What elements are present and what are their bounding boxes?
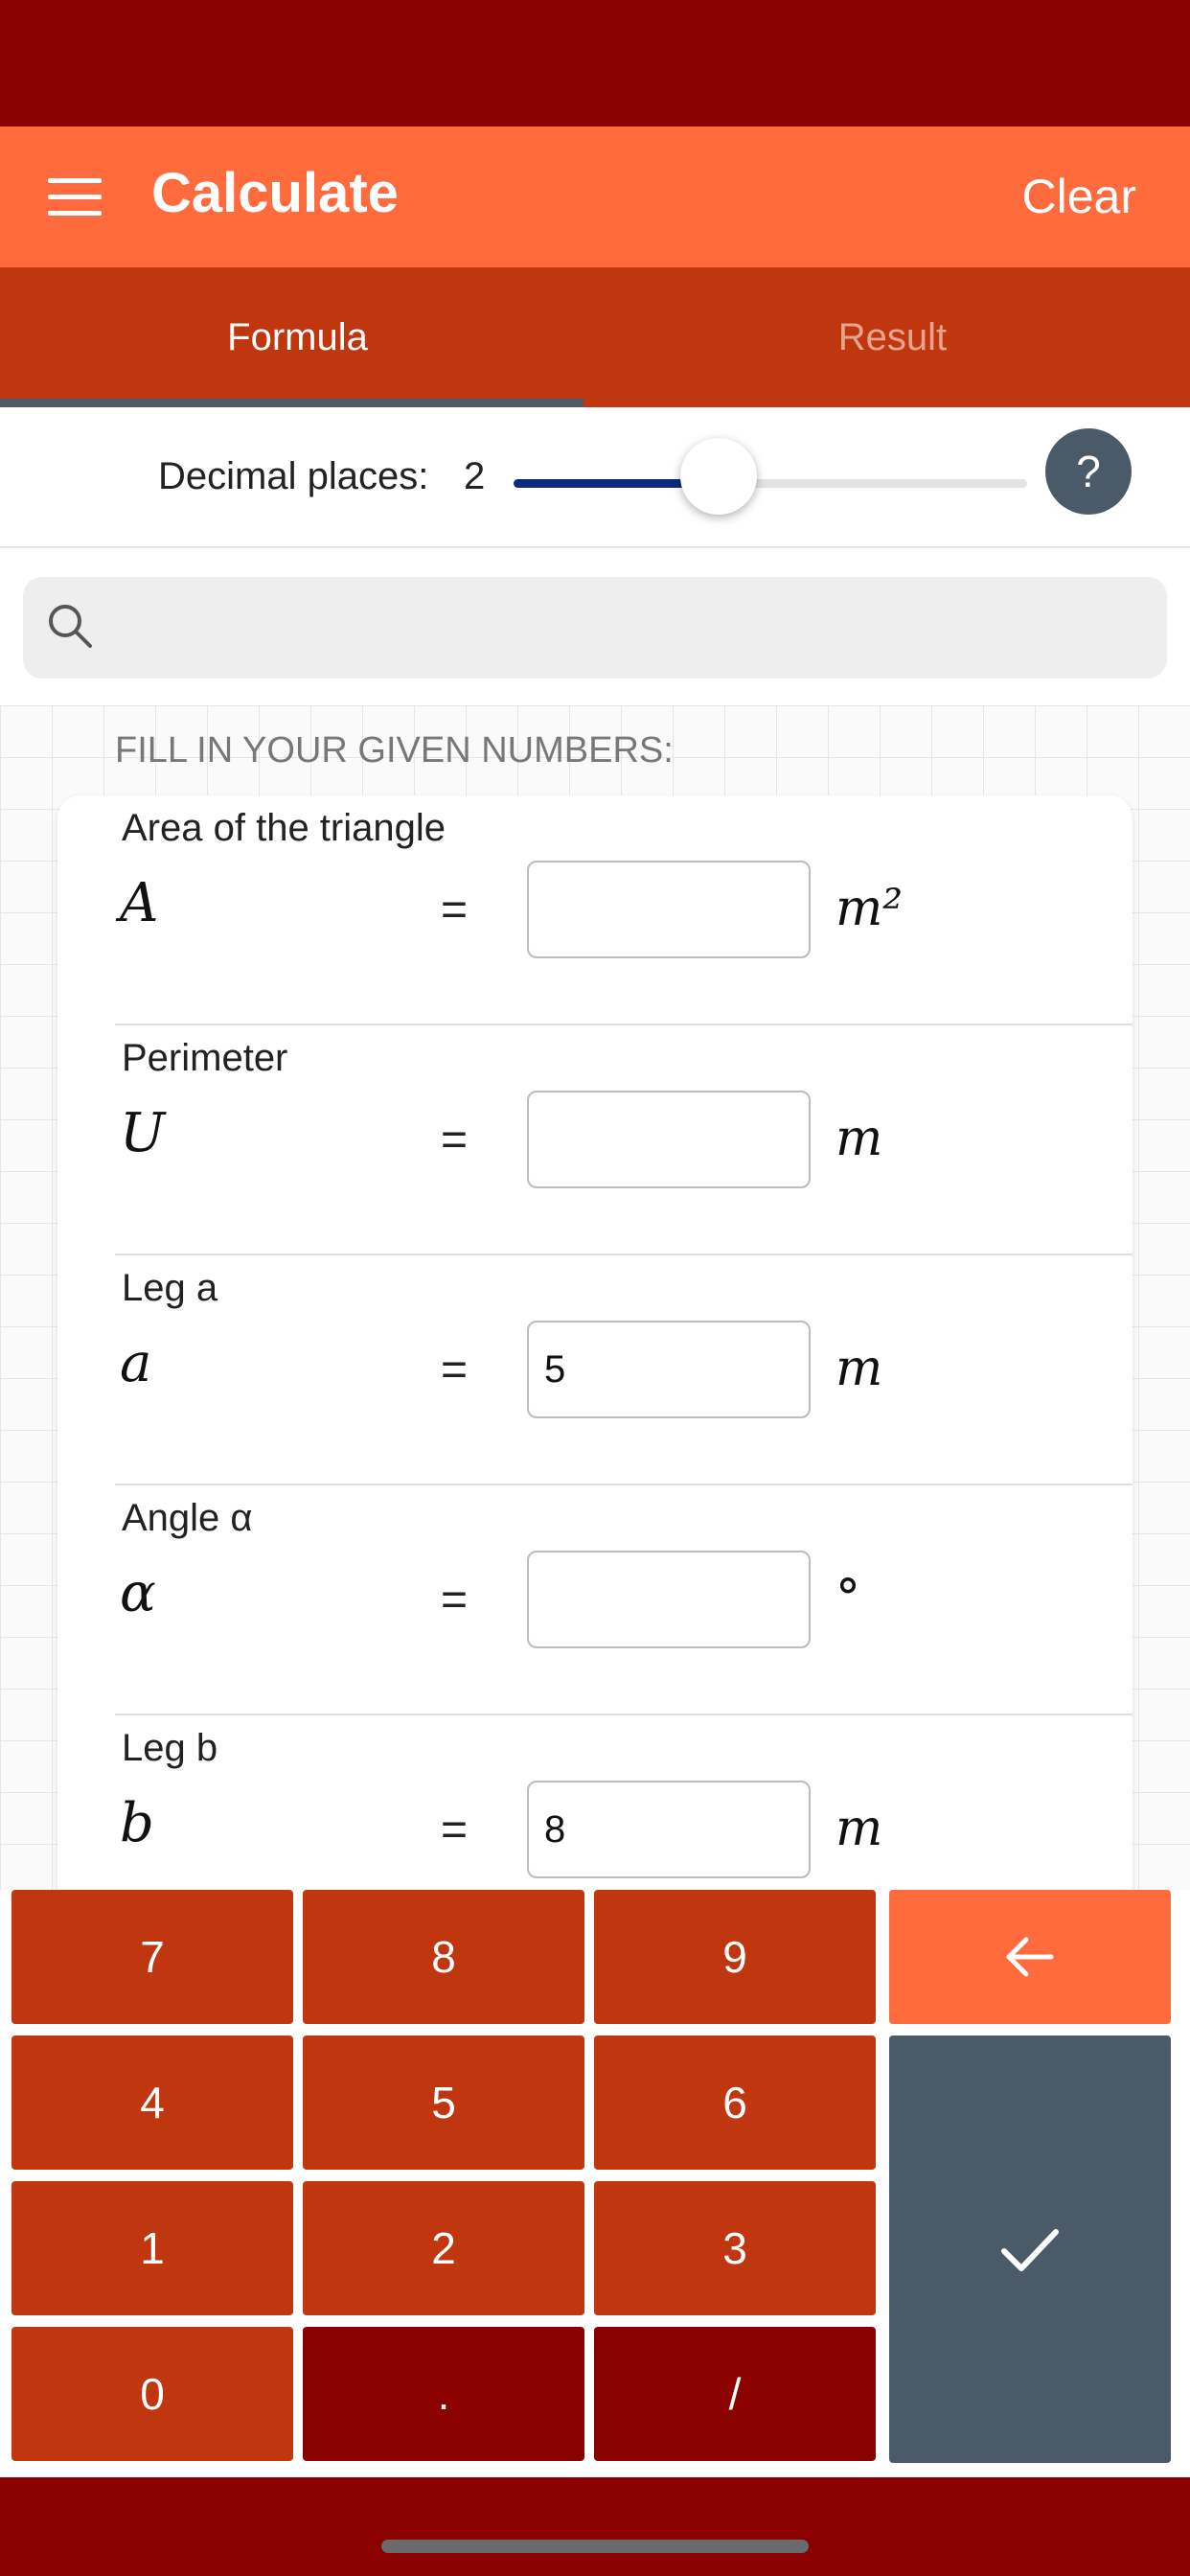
key-0[interactable]: 0 <box>11 2327 293 2461</box>
menu-icon[interactable] <box>48 178 102 217</box>
key-8[interactable]: 8 <box>303 1890 584 2024</box>
navigation-bar <box>0 2477 1190 2576</box>
field-label: Leg a <box>122 1267 218 1309</box>
field-leg-a <box>57 1255 1133 1485</box>
field-symbol: A <box>120 872 159 934</box>
field-angle-alpha <box>57 1485 1133 1715</box>
field-area <box>57 795 1133 1025</box>
tab-formula[interactable]: Formula <box>227 316 368 358</box>
field-unit: m <box>835 1110 883 1167</box>
equals-sign: = <box>441 1575 469 1625</box>
field-symbol: a <box>120 1332 152 1394</box>
key-7[interactable]: 7 <box>11 1890 293 2024</box>
decimal-places-row <box>0 407 1190 548</box>
field-unit: m² <box>835 880 904 937</box>
tab-indicator <box>0 399 584 407</box>
equals-sign: = <box>441 885 469 935</box>
fraction-slash-key[interactable]: / <box>594 2327 876 2461</box>
equals-sign: = <box>441 1345 469 1395</box>
search-icon <box>42 598 100 656</box>
field-symbol: α <box>120 1562 156 1624</box>
decimal-places-slider[interactable] <box>514 479 1027 488</box>
status-bar <box>0 0 1190 126</box>
equals-sign: = <box>441 1115 469 1165</box>
field-symbol: b <box>120 1792 154 1854</box>
key-1[interactable]: 1 <box>11 2181 293 2315</box>
key-5[interactable]: 5 <box>303 2036 584 2170</box>
field-symbol: U <box>120 1102 166 1164</box>
angle-alpha-input[interactable] <box>527 1551 811 1648</box>
backspace-arrow-icon <box>1001 1928 1059 1986</box>
perimeter-input[interactable] <box>527 1091 811 1188</box>
clear-button[interactable]: Clear <box>1021 170 1136 223</box>
field-label: Perimeter <box>122 1037 288 1079</box>
tab-bar <box>0 267 1190 407</box>
leg-a-input[interactable] <box>527 1321 811 1418</box>
equals-sign: = <box>441 1805 469 1855</box>
field-unit: m <box>835 1340 883 1397</box>
key-6[interactable]: 6 <box>594 2036 876 2170</box>
backspace-key[interactable] <box>889 1890 1171 2024</box>
field-label: Angle α <box>122 1497 253 1539</box>
search-input[interactable] <box>119 594 1148 663</box>
checkmark-icon <box>996 2220 1064 2278</box>
decimal-point-key[interactable]: . <box>303 2327 584 2461</box>
key-2[interactable]: 2 <box>303 2181 584 2315</box>
key-3[interactable]: 3 <box>594 2181 876 2315</box>
help-button[interactable]: ? <box>1045 428 1132 515</box>
decimal-places-label: Decimal places: <box>158 455 429 497</box>
number-keypad <box>0 1890 1190 2472</box>
leg-b-input[interactable] <box>527 1781 811 1878</box>
search-box <box>23 577 1167 678</box>
home-indicator[interactable] <box>381 2540 809 2553</box>
field-unit: m <box>835 1800 883 1857</box>
field-unit: ° <box>835 1570 860 1627</box>
page-title: Calculate <box>151 162 399 224</box>
field-perimeter <box>57 1025 1133 1255</box>
tab-result[interactable]: Result <box>837 316 948 358</box>
field-label: Area of the triangle <box>122 807 446 849</box>
search-bar <box>0 548 1190 705</box>
field-label: Leg b <box>122 1727 218 1769</box>
key-4[interactable]: 4 <box>11 2036 293 2170</box>
area-input[interactable] <box>527 861 811 958</box>
section-label: FILL IN YOUR GIVEN NUMBERS: <box>115 730 674 770</box>
input-card <box>57 795 1133 1945</box>
slider-thumb[interactable] <box>680 438 757 515</box>
decimal-places-value: 2 <box>464 455 486 497</box>
key-9[interactable]: 9 <box>594 1890 876 2024</box>
enter-key[interactable] <box>889 2036 1171 2463</box>
